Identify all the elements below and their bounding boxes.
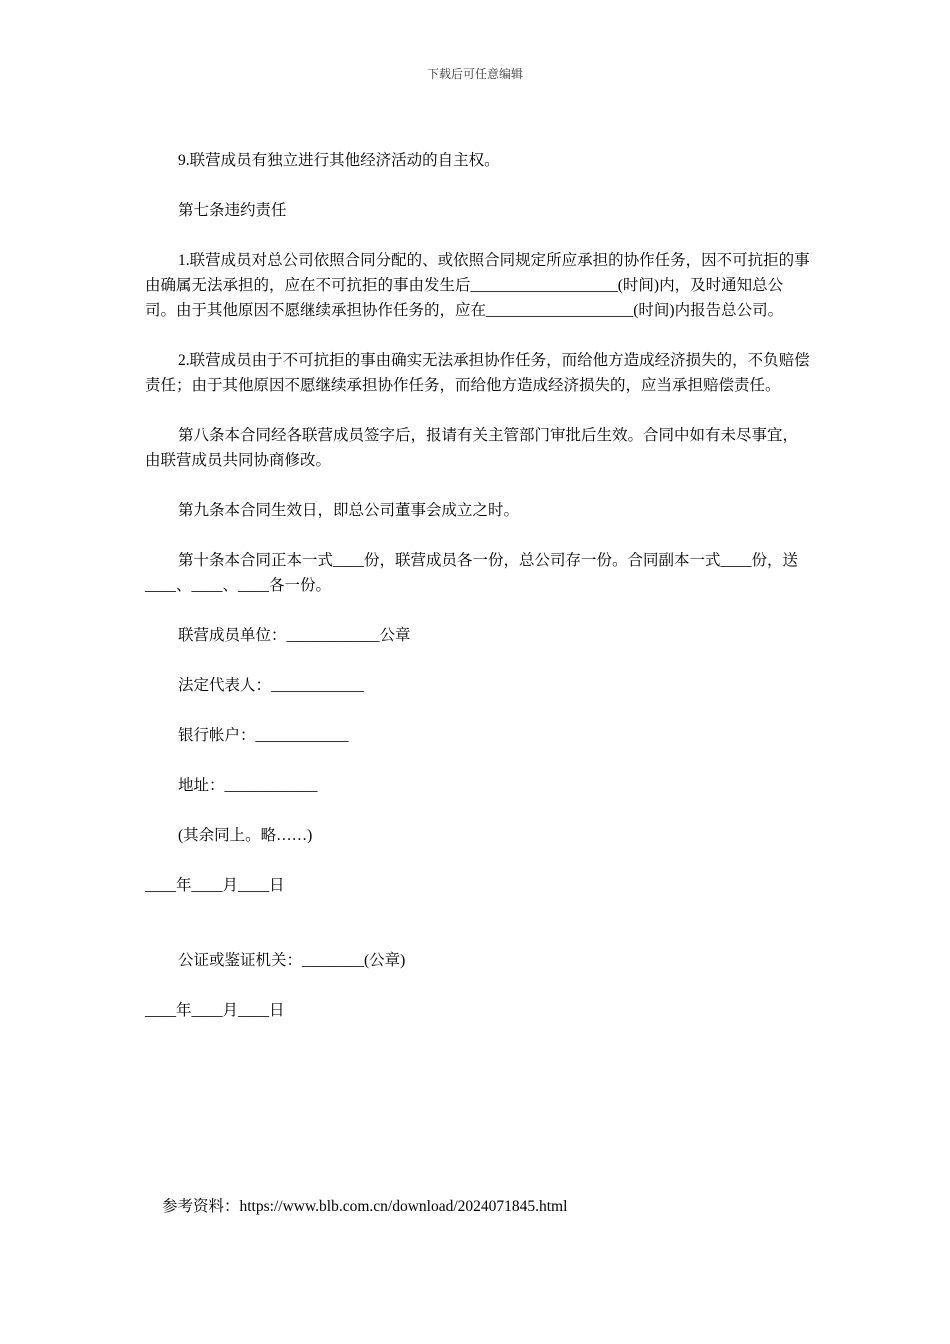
notary-line: 公证或鉴证机关：________(公章) bbox=[178, 952, 406, 969]
reference-link: 参考资料：https://www.blb.com.cn/download/2024071845.html bbox=[162, 1198, 568, 1215]
article-7-item-2: 2.联营成员由于不可抗拒的事由确实无法承担协作任务，而给他方造成经济损失的，不负赔偿责任；由于其他原因不愿继续承担协作任务，而给他方造成经济损失的，应当承担赔偿责任。 bbox=[145, 352, 810, 394]
article-9: 第九条本合同生效日，即总公司董事会成立之时。 bbox=[178, 502, 520, 519]
legal-representative-line: 法定代表人：____________ bbox=[178, 677, 365, 694]
article-7-heading: 第七条违约责任 bbox=[178, 202, 287, 219]
notary-date-line: ____年____月____日 bbox=[145, 1002, 285, 1019]
clause-9-autonomy: 9.联营成员有独立进行其他经济活动的自主权。 bbox=[178, 152, 500, 169]
bank-account-line: 银行帐户：____________ bbox=[178, 727, 349, 744]
document-body bbox=[145, 148, 810, 1023]
address-line: 地址：____________ bbox=[178, 777, 318, 794]
rest-omitted-note: (其余同上。略……) bbox=[178, 827, 313, 844]
article-7-item-1: 1.联营成员对总公司依照合同分配的、或依照合同规定所应承担的协作任务，因不可抗拒的事由确属无法承担的，应在不可抗拒的事由发生后___________________(时间)内，及时通知总公司。由于其他原因不愿继续承担协作任务的，应在___________________(时间)内报告总公司。 bbox=[145, 252, 810, 319]
article-8: 第八条本合同经各联营成员签字后，报请有关主管部门审批后生效。合同中如有未尽事宜，由联营成员共同协商修改。 bbox=[145, 427, 799, 469]
page-header-note: 下载后可任意编辑 bbox=[426, 67, 523, 81]
signing-date-line: ____年____月____日 bbox=[145, 877, 285, 894]
article-10: 第十条本合同正本一式____份，联营成员各一份，总公司存一份。合同副本一式____份，送____、____、____各一份。 bbox=[145, 552, 799, 594]
member-unit-line: 联营成员单位：____________公章 bbox=[178, 627, 411, 644]
